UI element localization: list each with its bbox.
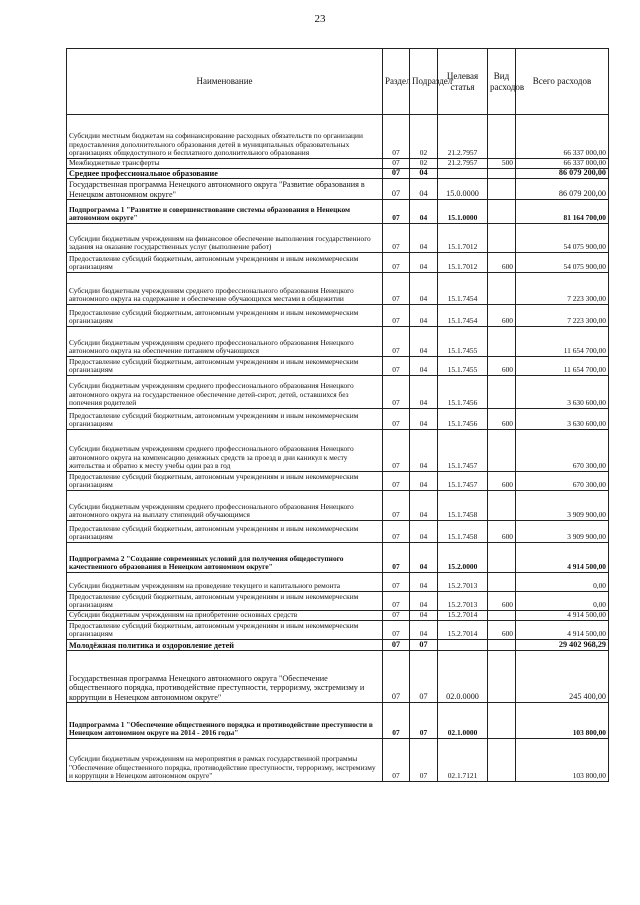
cell-amount: 4 914 500,00 xyxy=(516,621,609,640)
cell-subsection: 04 xyxy=(410,430,438,472)
table-row xyxy=(67,430,609,472)
cell-amount: 3 909 900,00 xyxy=(516,491,609,521)
cell-name: Государственная программа Ненецкого автономного округа "Развитие образования в Ненецком автономном округе" xyxy=(67,179,383,200)
cell-target: 15.2.7014 xyxy=(438,621,488,640)
cell-subsection: 04 xyxy=(410,327,438,357)
table-row xyxy=(67,703,609,739)
cell-target: 02.1.0000 xyxy=(438,703,488,739)
cell-amount: 3 630 600,00 xyxy=(516,409,609,430)
cell-target: 15.2.7014 xyxy=(438,611,488,621)
cell-subsection: 02 xyxy=(410,115,438,159)
cell-expense-type: 600 xyxy=(488,592,516,611)
cell-amount: 670 300,00 xyxy=(516,472,609,491)
cell-amount: 7 223 300,00 xyxy=(516,305,609,327)
cell-section: 07 xyxy=(383,703,410,739)
cell-expense-type xyxy=(488,739,516,782)
cell-name: Субсидии бюджетным учреждениям среднего профессионального образования Ненецкого автономного округа на обеспечение питанием обучающихся xyxy=(67,327,383,357)
cell-expense-type xyxy=(488,179,516,200)
cell-target: 15.1.7458 xyxy=(438,521,488,543)
cell-target: 15.1.7457 xyxy=(438,472,488,491)
cell-section: 07 xyxy=(383,253,410,273)
cell-expense-type: 600 xyxy=(488,253,516,273)
cell-target: 02.0.0000 xyxy=(438,651,488,703)
cell-target: 02.1.7121 xyxy=(438,739,488,782)
cell-target: 15.1.7012 xyxy=(438,253,488,273)
cell-section: 07 xyxy=(383,357,410,376)
cell-subsection: 04 xyxy=(410,611,438,621)
cell-section: 07 xyxy=(383,611,410,621)
cell-subsection: 07 xyxy=(410,703,438,739)
cell-expense-type: 600 xyxy=(488,472,516,491)
cell-subsection: 04 xyxy=(410,543,438,573)
cell-section: 07 xyxy=(383,273,410,305)
cell-name: Предоставление субсидий бюджетным, автономным учреждениям и иным некоммерческим организациям xyxy=(67,357,383,376)
cell-subsection: 04 xyxy=(410,168,438,178)
cell-subsection: 04 xyxy=(410,179,438,200)
cell-subsection: 07 xyxy=(410,640,438,651)
cell-expense-type xyxy=(488,573,516,592)
cell-target: 15.1.7456 xyxy=(438,409,488,430)
table-row xyxy=(67,115,609,159)
table-row xyxy=(67,305,609,327)
table-row xyxy=(67,640,609,651)
cell-expense-type xyxy=(488,543,516,573)
cell-amount: 81 164 700,00 xyxy=(516,200,609,224)
cell-name: Предоставление субсидий бюджетным, автономным учреждениям и иным некоммерческим организациям xyxy=(67,472,383,491)
cell-section: 07 xyxy=(383,376,410,409)
header-target: Целевая статья xyxy=(438,49,488,115)
cell-name: Субсидии бюджетным учреждениям среднего профессионального образования Ненецкого автономного округа на содержание и обеспечение обучающихся местами в общежитии xyxy=(67,273,383,305)
cell-expense-type xyxy=(488,115,516,159)
table-row xyxy=(67,179,609,200)
cell-amount: 11 654 700,00 xyxy=(516,327,609,357)
cell-subsection: 04 xyxy=(410,409,438,430)
cell-subsection: 04 xyxy=(410,472,438,491)
cell-subsection: 04 xyxy=(410,491,438,521)
cell-expense-type: 500 xyxy=(488,159,516,169)
cell-name: Предоставление субсидий бюджетным, автономным учреждениям и иным некоммерческим организациям xyxy=(67,409,383,430)
cell-section: 07 xyxy=(383,592,410,611)
header-expense-type: Вид расходов xyxy=(488,49,516,115)
cell-name: Подпрограмма 2 "Создание современных условий для получения общедоступного качественного образования в Ненецком автономном округе" xyxy=(67,543,383,573)
cell-subsection: 04 xyxy=(410,357,438,376)
cell-expense-type: 600 xyxy=(488,409,516,430)
table-row xyxy=(67,200,609,224)
cell-name: Подпрограмма 1 "Развитие и совершенствование системы образования в Ненецком автономном округе" xyxy=(67,200,383,224)
cell-amount: 103 800,00 xyxy=(516,703,609,739)
cell-subsection: 04 xyxy=(410,224,438,253)
cell-subsection: 07 xyxy=(410,739,438,782)
cell-amount: 103 800,00 xyxy=(516,739,609,782)
table-row xyxy=(67,224,609,253)
cell-expense-type xyxy=(488,611,516,621)
cell-amount: 670 300,00 xyxy=(516,430,609,472)
cell-amount: 29 402 968,29 xyxy=(516,640,609,651)
cell-target: 15.2.7013 xyxy=(438,592,488,611)
cell-section: 07 xyxy=(383,543,410,573)
cell-target: 15.1.7457 xyxy=(438,430,488,472)
cell-target xyxy=(438,168,488,178)
table-row xyxy=(67,168,609,178)
table-row xyxy=(67,357,609,376)
header-name: Наименование xyxy=(67,49,383,115)
table-row xyxy=(67,491,609,521)
cell-expense-type: 600 xyxy=(488,521,516,543)
header-subsection: Подраздел xyxy=(410,49,438,115)
cell-expense-type xyxy=(488,273,516,305)
cell-target: 15.1.7455 xyxy=(438,357,488,376)
cell-target: 15.1.7458 xyxy=(438,491,488,521)
table-header-row xyxy=(67,49,609,115)
cell-subsection: 02 xyxy=(410,159,438,169)
cell-name: Субсидии местным бюджетам на софинансирование расходных обязательств по организации предоставления дополнительного образования детей в муниципальных образовательных организациях общедоступного и бесплатного дополнительного образования xyxy=(67,115,383,159)
cell-section: 07 xyxy=(383,521,410,543)
table-row xyxy=(67,651,609,703)
cell-target: 21.2.7957 xyxy=(438,159,488,169)
cell-target: 15.1.7454 xyxy=(438,273,488,305)
cell-section: 07 xyxy=(383,327,410,357)
page-number: 23 xyxy=(314,13,326,25)
table-row xyxy=(67,611,609,621)
cell-name: Предоставление субсидий бюджетным, автономным учреждениям и иным некоммерческим организациям xyxy=(67,305,383,327)
cell-target: 15.1.7455 xyxy=(438,327,488,357)
cell-section: 07 xyxy=(383,472,410,491)
cell-name: Среднее профессиональное образование xyxy=(67,168,383,178)
cell-target: 15.0.0000 xyxy=(438,179,488,200)
cell-expense-type xyxy=(488,491,516,521)
budget-table xyxy=(66,48,609,782)
cell-target: 15.2.0000 xyxy=(438,543,488,573)
cell-name: Субсидии бюджетным учреждениям среднего профессионального образования Ненецкого автономного округа на компенсацию денежных средств за проезд в дни каникул к месту жительства и обратно к месту учебы один раз в год xyxy=(67,430,383,472)
cell-name: Субсидии бюджетным учреждениям на проведение текущего и капитального ремонта xyxy=(67,573,383,592)
table-row xyxy=(67,521,609,543)
cell-name: Подпрограмма 1 "Обеспечение общественного порядка и противодействие преступности в Ненецком автономном округе на 2014 - 2016 годы" xyxy=(67,703,383,739)
cell-amount: 4 914 500,00 xyxy=(516,611,609,621)
cell-target: 15.1.0000 xyxy=(438,200,488,224)
table-row xyxy=(67,621,609,640)
cell-section: 07 xyxy=(383,409,410,430)
cell-amount: 4 914 500,00 xyxy=(516,543,609,573)
table-row xyxy=(67,376,609,409)
cell-amount: 86 079 200,00 xyxy=(516,179,609,200)
cell-expense-type xyxy=(488,168,516,178)
cell-amount: 54 075 900,00 xyxy=(516,224,609,253)
cell-section: 07 xyxy=(383,491,410,521)
cell-section: 07 xyxy=(383,573,410,592)
cell-name: Государственная программа Ненецкого автономного округа "Обеспечение общественного порядка, противодействие преступности, терроризму, экстремизму и коррупции в Ненецком автономном округе" xyxy=(67,651,383,703)
cell-target: 15.1.7456 xyxy=(438,376,488,409)
cell-section: 07 xyxy=(383,739,410,782)
table-row xyxy=(67,739,609,782)
cell-amount: 3 630 600,00 xyxy=(516,376,609,409)
cell-expense-type xyxy=(488,430,516,472)
cell-subsection: 07 xyxy=(410,651,438,703)
cell-amount: 245 400,00 xyxy=(516,651,609,703)
cell-amount: 86 079 200,00 xyxy=(516,168,609,178)
header-section: Раздел xyxy=(383,49,410,115)
table-row xyxy=(67,409,609,430)
cell-name: Субсидии бюджетным учреждениям среднего профессионального образования Ненецкого автономного округа на государственное обеспечение детей-сирот, детей, оставшихся без попечения родителей xyxy=(67,376,383,409)
cell-name: Субсидии бюджетным учреждениям на мероприятия в рамках государственной программы "Обеспечение общественного порядка, противодействие преступности, терроризму, экстремизму и коррупции в Ненецком автономном округе" xyxy=(67,739,383,782)
cell-section: 07 xyxy=(383,430,410,472)
cell-section: 07 xyxy=(383,159,410,169)
cell-name: Предоставление субсидий бюджетным, автономным учреждениям и иным некоммерческим организациям xyxy=(67,521,383,543)
cell-expense-type xyxy=(488,200,516,224)
cell-amount: 66 337 000,00 xyxy=(516,115,609,159)
cell-section: 07 xyxy=(383,640,410,651)
cell-subsection: 04 xyxy=(410,305,438,327)
cell-expense-type xyxy=(488,224,516,253)
cell-expense-type xyxy=(488,327,516,357)
cell-expense-type: 600 xyxy=(488,357,516,376)
cell-subsection: 04 xyxy=(410,521,438,543)
cell-amount: 0,00 xyxy=(516,573,609,592)
cell-amount: 54 075 900,00 xyxy=(516,253,609,273)
cell-expense-type: 600 xyxy=(488,621,516,640)
cell-section: 07 xyxy=(383,224,410,253)
cell-expense-type: 600 xyxy=(488,305,516,327)
cell-subsection: 04 xyxy=(410,592,438,611)
table-row xyxy=(67,327,609,357)
cell-name: Межбюджетные трансферты xyxy=(67,159,383,169)
cell-section: 07 xyxy=(383,179,410,200)
cell-subsection: 04 xyxy=(410,273,438,305)
cell-name: Субсидии бюджетным учреждениям на финансовое обеспечение выполнения государственного задания на оказание государственных услуг (выполнение работ) xyxy=(67,224,383,253)
table-row xyxy=(67,592,609,611)
table-row xyxy=(67,273,609,305)
cell-section: 07 xyxy=(383,651,410,703)
cell-amount: 3 909 900,00 xyxy=(516,521,609,543)
header-total: Всего расходов xyxy=(516,49,609,115)
cell-name: Предоставление субсидий бюджетным, автономным учреждениям и иным некоммерческим организациям xyxy=(67,592,383,611)
cell-expense-type xyxy=(488,376,516,409)
cell-amount: 7 223 300,00 xyxy=(516,273,609,305)
cell-expense-type xyxy=(488,703,516,739)
cell-name: Субсидии бюджетным учреждениям среднего профессионального образования Ненецкого автономного округа на выплату стипендий обучающимся xyxy=(67,491,383,521)
table-row xyxy=(67,253,609,273)
cell-section: 07 xyxy=(383,115,410,159)
cell-section: 07 xyxy=(383,168,410,178)
cell-name: Субсидии бюджетным учреждениям на приобретение основных средств xyxy=(67,611,383,621)
cell-target xyxy=(438,640,488,651)
cell-name: Молодёжная политика и оздоровление детей xyxy=(67,640,383,651)
cell-name: Предоставление субсидий бюджетным, автономным учреждениям и иным некоммерческим организациям xyxy=(67,253,383,273)
cell-section: 07 xyxy=(383,305,410,327)
cell-section: 07 xyxy=(383,621,410,640)
table-row xyxy=(67,573,609,592)
cell-name: Предоставление субсидий бюджетным, автономным учреждениям и иным некоммерческим организациям xyxy=(67,621,383,640)
cell-subsection: 04 xyxy=(410,253,438,273)
cell-target: 21.2.7957 xyxy=(438,115,488,159)
cell-target: 15.2.7013 xyxy=(438,573,488,592)
table-row xyxy=(67,543,609,573)
cell-subsection: 04 xyxy=(410,376,438,409)
cell-target: 15.1.7012 xyxy=(438,224,488,253)
cell-subsection: 04 xyxy=(410,621,438,640)
cell-amount: 66 337 000,00 xyxy=(516,159,609,169)
cell-section: 07 xyxy=(383,200,410,224)
cell-subsection: 04 xyxy=(410,200,438,224)
cell-amount: 0,00 xyxy=(516,592,609,611)
cell-target: 15.1.7454 xyxy=(438,305,488,327)
table-row xyxy=(67,159,609,169)
cell-expense-type xyxy=(488,640,516,651)
cell-expense-type xyxy=(488,651,516,703)
cell-amount: 11 654 700,00 xyxy=(516,357,609,376)
table-row xyxy=(67,472,609,491)
cell-subsection: 04 xyxy=(410,573,438,592)
